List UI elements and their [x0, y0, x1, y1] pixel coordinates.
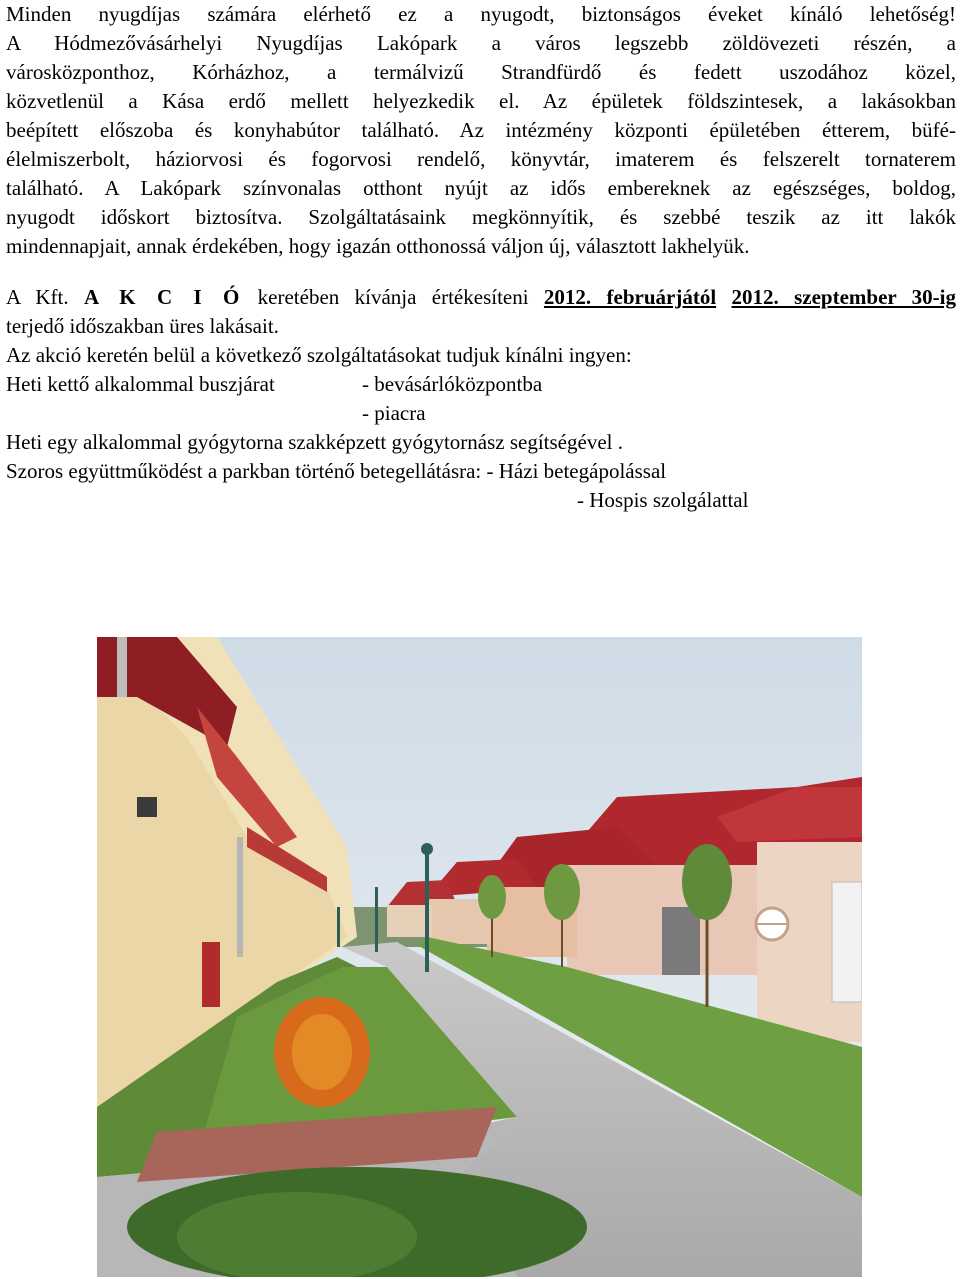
intro-line-2: A Hódmezővásárhelyi Nyugdíjas Lakópark a város legszebb zöldövezeti részén, a	[6, 31, 956, 55]
intro-line-6: élelmiszerbolt, háziorvosi és fogorvosi rendelő, könyvtár, imaterem és felszerelt tornaterem	[6, 147, 956, 171]
physio-line: Heti egy alkalommal gyógytorna szakképzett gyógytornász segítségével .	[6, 430, 623, 454]
intro-line-4: közvetlenül a Kása erdő mellett helyezkedik el. Az épületek földszintesek, a lakásokban	[6, 89, 956, 113]
intro-line-5: beépített előszoba és konyhabútor található. Az intézmény központi épületében étterem, büfé-	[6, 118, 956, 142]
offer-line-2: terjedő időszakban üres lakásait.	[6, 314, 279, 338]
bus-label: Heti kettő alkalommal buszjárat	[6, 372, 275, 396]
intro-line-7: található. A Lakópark színvonalas otthont nyújt az idős embereknek az egészséges, boldog,	[6, 176, 956, 200]
offer-date-from: 2012. februárjától	[543, 285, 717, 309]
bus-destination-1: - bevásárlóközpontba	[362, 372, 543, 396]
offer-date-to: 2012. szeptember 30-ig	[731, 285, 957, 309]
intro-line-9: mindennapjait, annak érdekében, hogy igazán otthonossá váljon új, választott lakhelyük.	[6, 234, 750, 258]
intro-line-3: városközponthoz, Kórházhoz, a termálvizű Strandfürdő és fedett uszodához közel,	[6, 60, 956, 84]
offer-line-1	[6, 283, 956, 312]
bus-destination-2: - piacra	[362, 401, 426, 425]
intro-line-1: Minden nyugdíjas számára elérhető ez a nyugodt, biztonságos éveket kínáló lehetőség!	[6, 2, 956, 26]
lakopark-photo	[97, 637, 862, 1277]
offer-prefix: A Kft.	[6, 285, 69, 309]
care-item-2: - Hospis szolgálattal	[577, 488, 749, 512]
offer-middle: keretében kívánja értékesíteni	[257, 285, 529, 309]
offer-line-3: Az akció keretén belül a következő szolgáltatásokat tudjuk kínálni ingyen:	[6, 343, 632, 367]
care-line: Szoros együttműködést a parkban történő betegellátásra: - Házi betegápolással	[6, 459, 667, 483]
offer-akcio: A K C I Ó	[83, 285, 243, 309]
intro-line-8: nyugodt időskort biztosítva. Szolgáltatásaink megkönnyítik, és szebbé teszik az itt lakók	[6, 205, 956, 229]
